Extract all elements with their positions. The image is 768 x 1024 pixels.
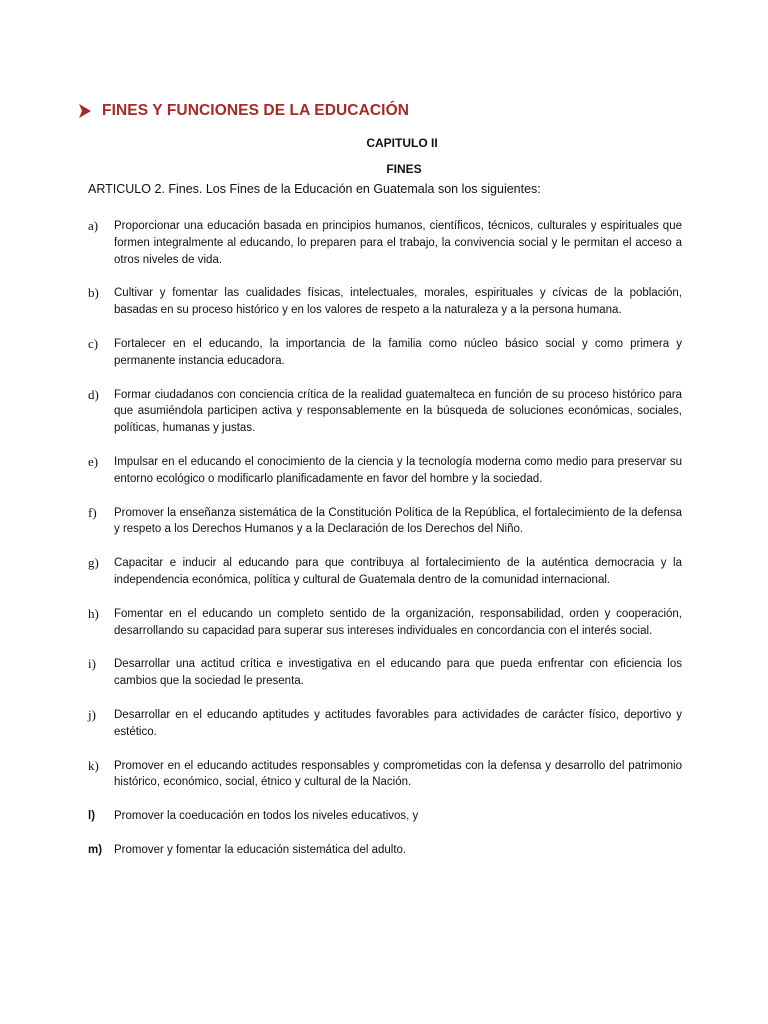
list-marker: f): [88, 504, 97, 520]
chapter-label: CAPITULO II: [366, 136, 438, 150]
list-item: [88, 336, 682, 370]
list-text: Desarrollar una actitud crítica e investigativa en el educando para que pueda enfrentar con eficiencia los cambios que la sociedad le presenta.: [114, 658, 682, 688]
list-marker: i): [88, 656, 96, 672]
list-text: Desarrollar en el educando aptitudes y actitudes favorables para actividades de carácter físico, deportivo y estético.: [114, 708, 682, 738]
list-marker: h): [88, 605, 99, 621]
chapter-subtitle: FINES: [386, 162, 422, 176]
list-text: Impulsar en el educando el conocimiento de la ciencia y la tecnología moderna como medio para preservar su entorno ecológico o modificarlo planificadamente en favor del hombre y la sociedad.: [114, 455, 682, 485]
fines-list: [88, 218, 682, 876]
list-marker: e): [88, 453, 99, 469]
list-item: [88, 285, 682, 319]
list-marker: g): [88, 555, 99, 571]
list-item: [88, 808, 682, 825]
list-text: Promover la coeducación en todos los niveles educativos, y: [114, 810, 419, 823]
list-item: [88, 842, 682, 859]
list-item: [88, 606, 682, 640]
arrow-right-bullet-icon: [78, 103, 92, 119]
list-text: Formar ciudadanos con conciencia crítica de la realidad guatemalteca en función de su proceso histórico para que asumiéndola participen activa y responsablemente en la búsqueda de soluciones económicas, sociales, políticas, humanas y justas.: [114, 388, 682, 435]
list-item: [88, 758, 682, 792]
article-intro: ARTICULO 2. Fines. Los Fines de la Educación en Guatemala son los siguientes:: [88, 182, 541, 196]
list-marker: m): [88, 843, 103, 856]
list-item: [88, 387, 682, 437]
list-item: [88, 707, 682, 741]
list-item: [88, 218, 682, 268]
list-marker: b): [88, 285, 99, 301]
section-title: FINES Y FUNCIONES DE LA EDUCACIÓN: [102, 102, 410, 119]
list-text: Capacitar e inducir al educando para que contribuya al fortalecimiento de la auténtica democracia y la independencia económica, política y cultural de Guatemala dentro de la comunidad internacional.: [114, 557, 682, 586]
list-marker: d): [88, 386, 99, 402]
list-text: Fomentar en el educando un completo sentido de la organización, responsabilidad, orden y cooperación, desarrollando su capacidad para superar sus intereses individuales en concordancia con el interés social.: [114, 607, 682, 637]
list-marker: c): [88, 335, 99, 351]
list-text: Promover la enseñanza sistemática de la Constitución Política de la República, el fortalecimiento de la defensa y respeto a los Derechos Humanos y a la Declaración de los Derechos del Niño.: [114, 506, 682, 536]
list-item: [88, 555, 682, 589]
list-marker: l): [88, 810, 96, 823]
list-text: Promover en el educando actitudes responsables y comprometidas con la defensa y desarrollo del patrimonio histórico, económico, social, étnico y cultural de la Nación.: [114, 759, 682, 789]
list-text: Fortalecer en el educando, la importancia de la familia como núcleo básico social y como primera y permanente instancia educadora.: [114, 337, 682, 367]
list-marker: a): [88, 218, 99, 233]
list-text: Cultivar y fomentar las cualidades físicas, intelectuales, morales, espirituales y cívicas de la población, basadas en su proceso histórico y en los valores de respeto a la naturaleza y a la persona humana.: [114, 287, 682, 317]
list-text: Proporcionar una educación basada en principios humanos, científicos, técnicos, culturales y espirituales que formen integralmente al educando, lo preparen para el trabajo, la convivencia social y le permitan el acceso a otros niveles de vida.: [114, 220, 682, 266]
section-heading: [78, 102, 409, 120]
list-item: [88, 454, 682, 488]
list-item: [88, 505, 682, 539]
list-item: [88, 656, 682, 690]
list-text: Promover y fomentar la educación sistemática del adulto.: [114, 843, 407, 856]
list-marker: j): [88, 706, 96, 722]
list-marker: k): [88, 757, 99, 773]
